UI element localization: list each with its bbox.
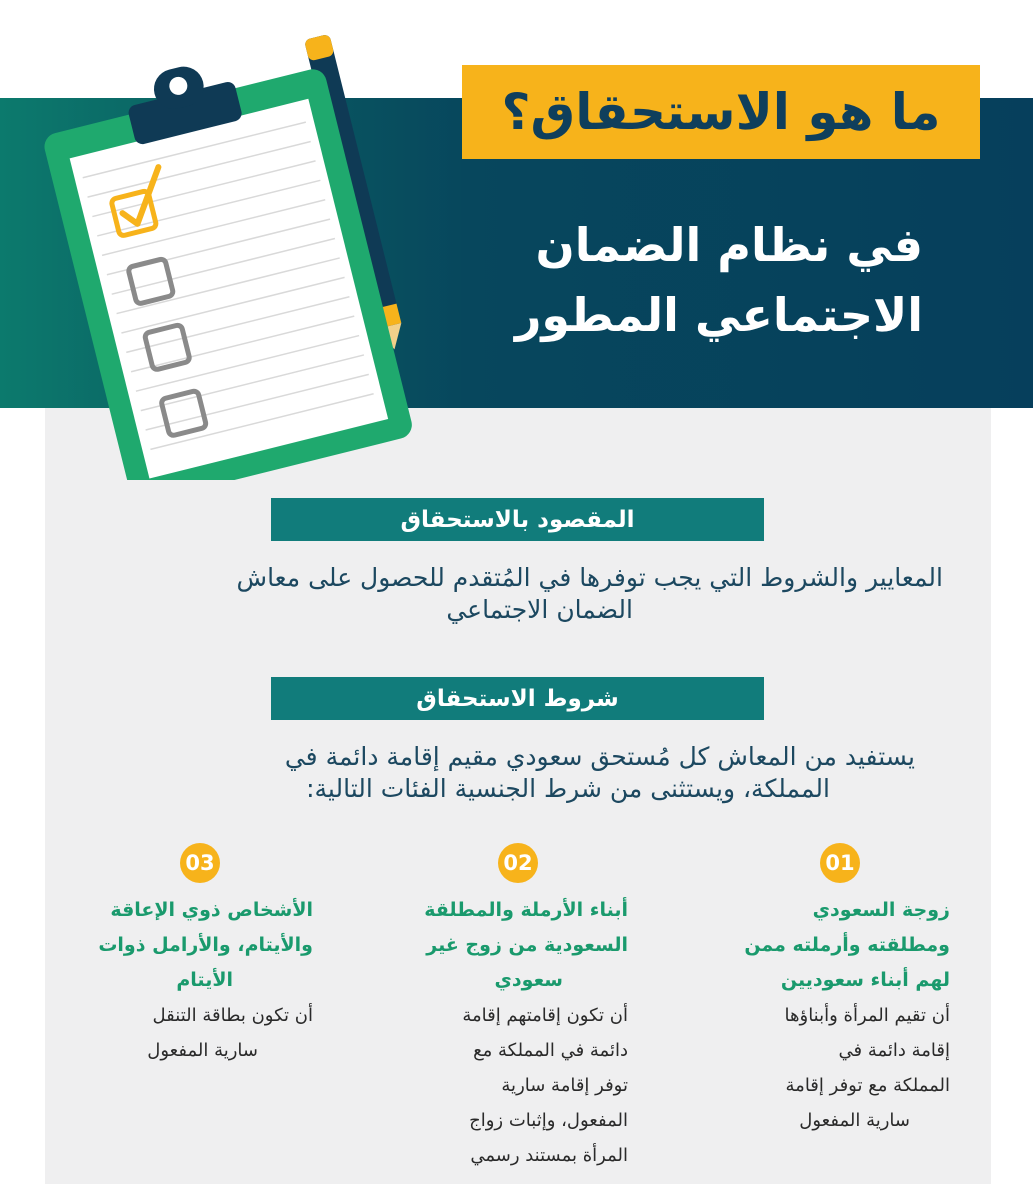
category-01 <box>710 893 950 1138</box>
category-title-line: زوجة السعودي <box>812 899 950 921</box>
category-body-line: سارية المفعول <box>147 1040 258 1061</box>
category-body-line: المملكة مع توفر إقامة <box>785 1075 950 1096</box>
category-title-line: الأيتام <box>176 969 233 991</box>
definition-text <box>83 562 943 626</box>
subtitle <box>483 210 923 350</box>
conditions-line: يستفيد من المعاش كل مُستحق سعودي مقيم إقامة دائمة في <box>284 742 915 771</box>
category-body-line: توفر إقامة سارية <box>501 1075 628 1096</box>
definition-line: الضمان الاجتماعي <box>446 595 633 624</box>
clipboard-checklist-icon <box>40 20 460 480</box>
category-body-line: أن تقيم المرأة وأبناؤها <box>784 1005 950 1026</box>
category-body-line: المفعول، وإثبات زواج <box>469 1110 628 1131</box>
category-02 <box>388 893 628 1173</box>
category-body-line: سارية المفعول <box>799 1110 910 1131</box>
category-title-line: ومطلقته وأرملته ممن <box>744 934 950 956</box>
category-title-line: السعودية من زوج غير <box>426 934 628 956</box>
category-title-line: سعودي <box>494 969 563 991</box>
category-title <box>73 893 313 998</box>
category-title-line: لهم أبناء سعوديين <box>780 969 950 991</box>
conditions-heading-bar <box>271 677 764 720</box>
category-title-line: الأشخاص ذوي الإعاقة <box>110 899 313 921</box>
category-number-03: 03 <box>180 843 220 883</box>
subtitle-line: في نظام الضمان <box>535 218 923 272</box>
category-number-01: 01 <box>820 843 860 883</box>
category-title-line: والأيتام، والأرامل ذوات <box>98 934 313 956</box>
category-body <box>73 998 313 1068</box>
category-body-line: أن تكون بطاقة التنقل <box>152 1005 313 1026</box>
category-body <box>710 998 950 1138</box>
category-title <box>710 893 950 998</box>
definition-heading-bar <box>271 498 764 541</box>
category-body-line: المرأة بمستند رسمي <box>470 1145 628 1166</box>
subtitle-line: الاجتماعي المطور <box>514 288 923 342</box>
category-body <box>388 998 628 1173</box>
category-title <box>388 893 628 998</box>
category-number-02: 02 <box>498 843 538 883</box>
conditions-heading: شروط الاستحقاق <box>416 685 619 712</box>
title-box <box>462 65 980 159</box>
category-body-line: أن تكون إقامتهم إقامة <box>462 1005 628 1026</box>
conditions-line: المملكة، ويستثنى من شرط الجنسية الفئات التالية: <box>306 774 830 803</box>
definition-line: المعايير والشروط التي يجب توفرها في المُتقدم للحصول على معاش <box>236 563 943 592</box>
conditions-text <box>115 741 915 805</box>
category-03 <box>73 893 313 1068</box>
definition-heading: المقصود بالاستحقاق <box>400 506 635 533</box>
page-title: ما هو الاستحقاق؟ <box>501 83 941 141</box>
category-title-line: أبناء الأرملة والمطلقة <box>424 899 628 921</box>
category-body-line: دائمة في المملكة مع <box>473 1040 628 1061</box>
category-body-line: إقامة دائمة في <box>838 1040 950 1061</box>
